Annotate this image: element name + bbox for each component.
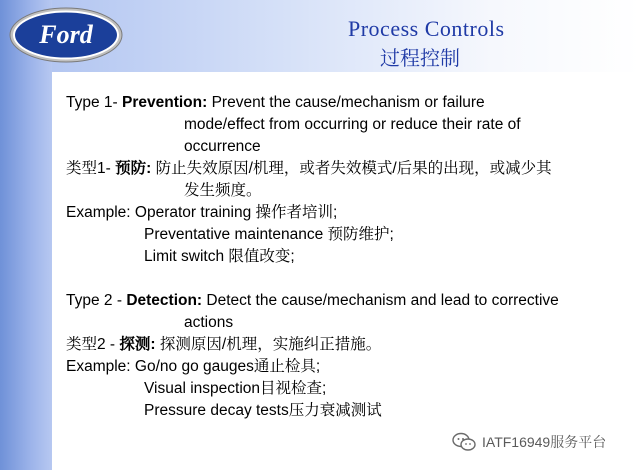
type1-keyword: Prevention: xyxy=(122,94,208,111)
type2-example-label: Example: xyxy=(66,358,135,375)
type1-line1 xyxy=(66,92,636,114)
page-title: Process Controls xyxy=(348,16,505,41)
type2-example-3: Pressure decay tests压力衰减测试 xyxy=(144,402,382,419)
section-gap xyxy=(66,268,636,290)
type2-example-1 xyxy=(66,356,636,378)
type1-text: Prevent the cause/mechanism or failure xyxy=(207,94,485,111)
type1-zh-keyword: 预防: xyxy=(115,160,152,177)
slide-content xyxy=(66,92,636,422)
ford-logo xyxy=(8,6,124,64)
type2-line2: actions xyxy=(184,314,234,331)
wechat-icon xyxy=(452,432,476,452)
sidebar-band xyxy=(0,0,52,470)
type2-example-2: Visual inspection目视检查; xyxy=(144,380,327,397)
type1-zh-prefix: 类型1- xyxy=(66,160,116,177)
type2-zh-keyword: 探测: xyxy=(119,336,156,353)
type1-prefix: Type 1- xyxy=(66,94,122,111)
type2-prefix: Type 2 - xyxy=(66,292,127,309)
page-title-zh: 过程控制 xyxy=(380,46,460,70)
type1-line2: mode/effect from occurring or reduce their rate of xyxy=(184,116,521,133)
watermark-text: IATF16949服务平台 xyxy=(482,434,607,450)
watermark xyxy=(452,432,606,452)
type2-line1 xyxy=(66,290,636,312)
type2-example-text: Go/no go gauges通止检具; xyxy=(134,358,321,375)
type2-zh-line1 xyxy=(66,334,636,356)
type1-zh-line2: 发生频度。 xyxy=(184,182,262,199)
type1-example-1 xyxy=(66,202,636,224)
type1-example-text: Operator training 操作者培训; xyxy=(134,204,338,221)
type1-example-2: Preventative maintenance 预防维护; xyxy=(144,226,394,243)
type1-zh-line1 xyxy=(66,158,636,180)
type2-zh-text: 探测原因/机理，实施纠正措施。 xyxy=(155,336,382,353)
ford-logo-text: Ford xyxy=(39,20,93,49)
type2-keyword: Detection: xyxy=(126,292,203,309)
type2-zh-prefix: 类型2 - xyxy=(66,336,120,353)
header-band xyxy=(52,0,640,72)
ford-logo-icon xyxy=(8,6,124,64)
type1-line3: occurrence xyxy=(184,138,261,155)
type2-text: Detect the cause/mechanism and lead to corrective xyxy=(202,292,559,309)
type1-example-label: Example: xyxy=(66,204,135,221)
type1-zh-text: 防止失效原因/机理，或者失效模式/后果的出现，或减少其 xyxy=(151,160,552,177)
type1-example-3: Limit switch 限值改变; xyxy=(144,248,295,265)
